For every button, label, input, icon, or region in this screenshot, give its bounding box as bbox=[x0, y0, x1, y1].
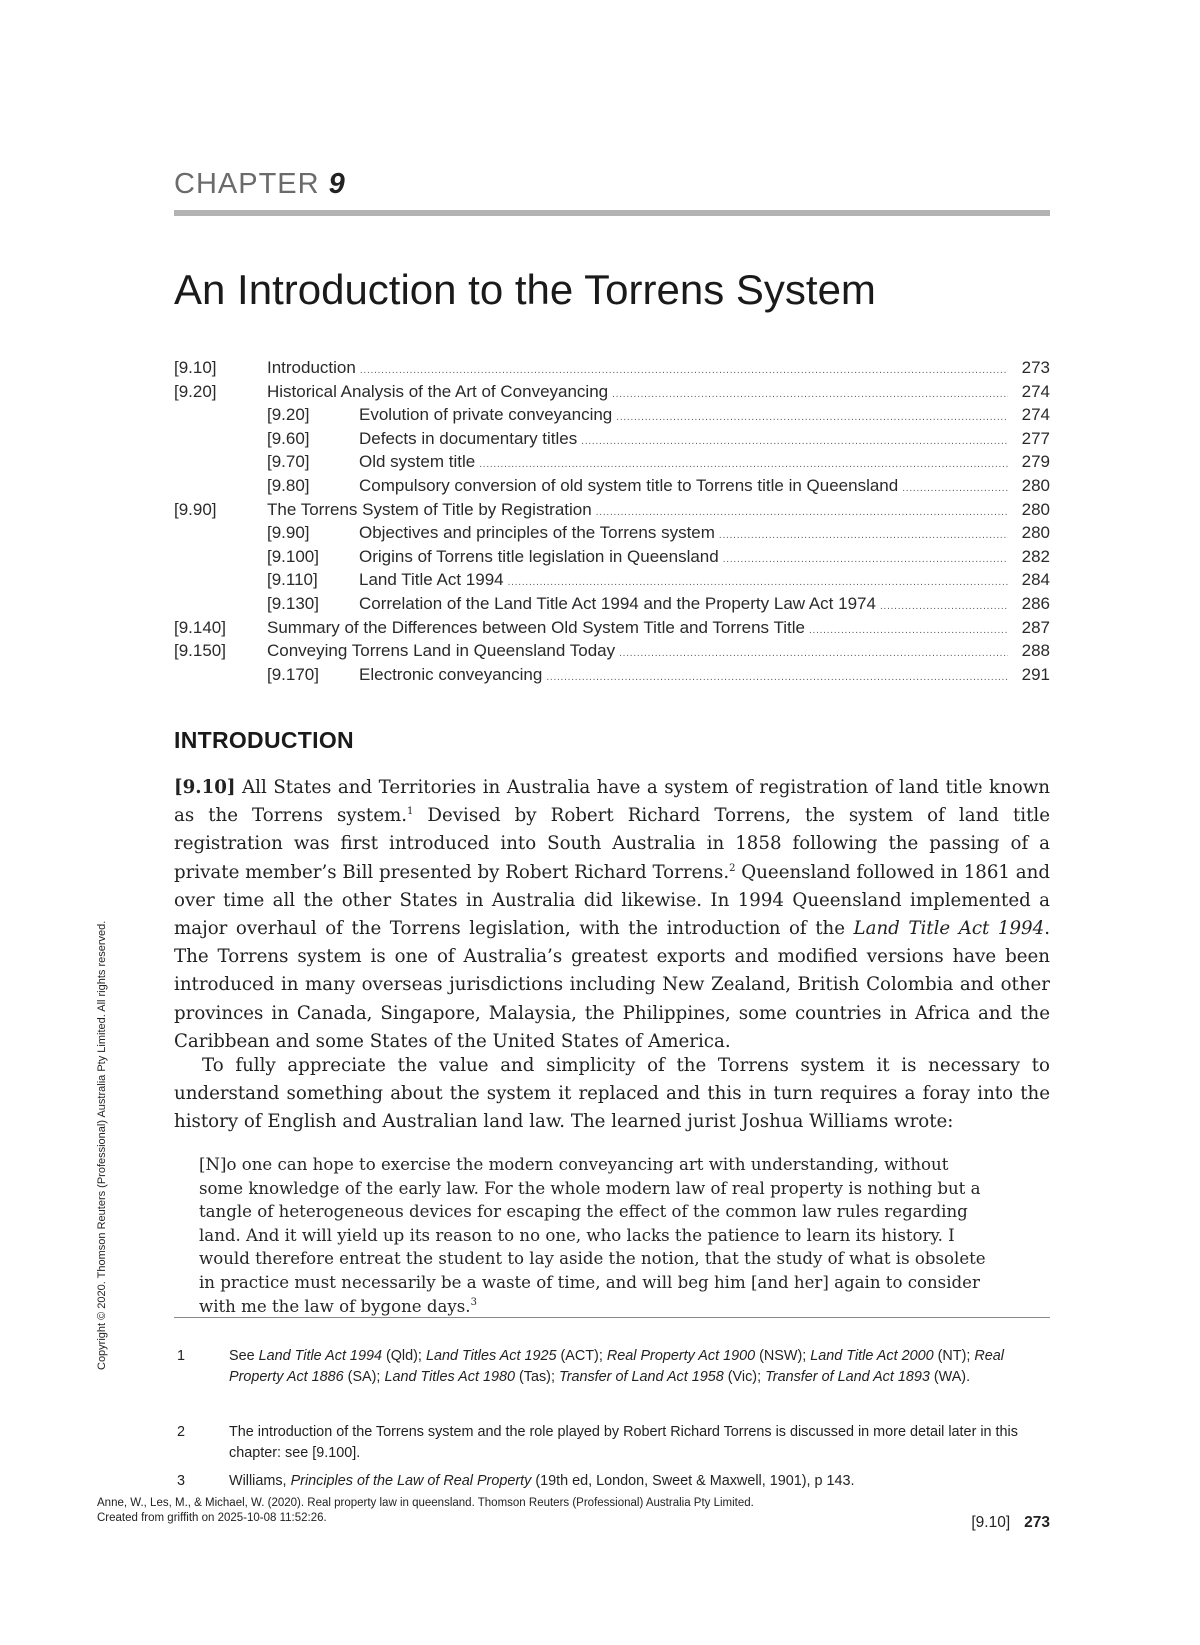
toc-page: 288 bbox=[1021, 641, 1050, 661]
toc-ref: [9.10] bbox=[174, 358, 217, 377]
page-folio bbox=[971, 1514, 1050, 1532]
toc-title: Historical Analysis of the Art of Conveyancing bbox=[267, 381, 609, 401]
toc-entry[interactable] bbox=[174, 427, 1050, 451]
toc-entry[interactable] bbox=[174, 498, 1050, 522]
act-name: Land Titles Act 1925 bbox=[425, 1348, 557, 1364]
book-title: Principles of the Law of Real Property bbox=[290, 1473, 532, 1489]
toc-leader-dots bbox=[612, 380, 1008, 407]
toc-page: 282 bbox=[1021, 546, 1050, 566]
toc-line bbox=[267, 380, 1050, 407]
footnote-rule bbox=[174, 1317, 1050, 1318]
toc-entry[interactable] bbox=[174, 592, 1050, 616]
toc-line bbox=[267, 663, 1050, 690]
toc-page: 287 bbox=[1021, 617, 1050, 637]
toc-leader-dots bbox=[902, 474, 1008, 501]
toc-line bbox=[267, 545, 1050, 572]
toc-title: Correlation of the Land Title Act 1994 and the Property Law Act 1974 bbox=[359, 593, 876, 613]
act-name: Real Property Act 1886 bbox=[229, 1348, 1004, 1385]
text-run: (Vic); bbox=[723, 1368, 766, 1385]
toc-line bbox=[267, 498, 1050, 525]
toc-page: 279 bbox=[1021, 452, 1050, 472]
text-run: Devised by Robert Richard Torrens, the system of land title registration was first introduced into South Australia in 1858 following the passing of a private member’s Bill presented by Robert Richard Torrens. bbox=[174, 805, 1050, 883]
toc-entry[interactable] bbox=[174, 380, 1050, 404]
toc-ref: [9.130] bbox=[267, 593, 319, 613]
footnote-number: 2 bbox=[177, 1424, 186, 1440]
toc-line bbox=[267, 427, 1050, 454]
toc-entry[interactable] bbox=[174, 568, 1050, 592]
act-name: Land Title Act 2000 bbox=[810, 1348, 934, 1364]
page-number: 273 bbox=[1024, 1514, 1050, 1531]
footnote-2 bbox=[174, 1422, 1050, 1463]
toc-line bbox=[267, 568, 1050, 595]
side-copyright: Copyright © 2020. Thomson Reuters (Professional) Australia Pty Limited. All rights reserved. bbox=[96, 920, 108, 1370]
toc-title: Introduction bbox=[267, 358, 356, 377]
citation-block bbox=[97, 1496, 754, 1526]
quote-text: [N]o one can hope to exercise the modern conveyancing art with understanding, without some knowledge of the early law. For the whole modern law of real property is nothing but a tangle of heterogeneous devices for escaping the effect of the common law rules regarding land. And it will yield up its reason to no one, who lacks the patience to learn its history. I would therefore entreat the student to lay aside the notion, that the study of what is obsolete in practice must necessarily be a waste of time, and will beg him [and her] again to consider with me the law of bygone days. bbox=[199, 1155, 986, 1316]
toc-title: Electronic conveyancing bbox=[359, 664, 543, 684]
text-run: (NSW); bbox=[755, 1348, 811, 1364]
toc-entry[interactable] bbox=[174, 450, 1050, 474]
toc-line bbox=[267, 592, 1050, 619]
text-run: Queensland followed in 1861 and over time all the other States in Australia did likewise. In 1994 Queensland implemented a major overhaul of the Torrens legislation, with the introduction of the bbox=[174, 861, 1051, 940]
toc-page: 274 bbox=[1021, 381, 1050, 401]
paragraph-history: To fully appreciate the value and simplicity of the Torrens system it is necessary to understand something about the system it replaced and this in turn requires a foray into the history of English and Australian land law. The learned jurist Joshua Williams wrote: bbox=[174, 1055, 1050, 1133]
chapter-number: 9 bbox=[328, 168, 346, 200]
toc-line bbox=[267, 474, 1050, 501]
toc-title: Defects in documentary titles bbox=[359, 428, 578, 448]
toc-leader-dots bbox=[581, 427, 1008, 454]
toc-page: 280 bbox=[1021, 499, 1050, 519]
toc-line bbox=[267, 616, 1050, 643]
act-name: Land Title Act 1994 bbox=[258, 1348, 382, 1364]
chapter-title: An Introduction to the Torrens System bbox=[174, 266, 876, 313]
chapter-rule bbox=[174, 210, 1050, 216]
toc-entry[interactable] bbox=[174, 616, 1050, 640]
toc-page: 284 bbox=[1021, 570, 1050, 590]
footnote-marker[interactable]: 2 bbox=[729, 862, 736, 874]
block-quote bbox=[199, 1153, 995, 1318]
act-name: Transfer of Land Act 1893 bbox=[765, 1368, 930, 1385]
toc-ref: [9.170] bbox=[267, 664, 319, 684]
toc-page: 280 bbox=[1021, 475, 1050, 495]
text-run: (Qld); bbox=[381, 1348, 426, 1364]
toc-title: Summary of the Differences between Old System Title and Torrens Title bbox=[267, 617, 805, 637]
toc-title: Old system title bbox=[359, 452, 476, 472]
text-run: (SA); bbox=[343, 1368, 385, 1385]
toc-page: 273 bbox=[1021, 358, 1050, 377]
toc-page: 291 bbox=[1021, 664, 1050, 684]
act-name: Land Titles Act 1980 bbox=[384, 1368, 515, 1385]
citation-line: Anne, W., Les, M., & Michael, W. (2020). Real property law in queensland. Thomson Reuters (Professional) Australia Pty Limited. bbox=[97, 1497, 754, 1509]
toc-ref: [9.140] bbox=[174, 617, 226, 637]
footnote-text bbox=[229, 1346, 1050, 1387]
toc-title: Compulsory conversion of old system title to Torrens title in Queensland bbox=[359, 475, 899, 495]
toc-line bbox=[267, 356, 1050, 383]
act-name: Transfer of Land Act 1958 bbox=[558, 1368, 724, 1385]
toc-entry[interactable] bbox=[174, 639, 1050, 663]
toc-page: 274 bbox=[1021, 405, 1050, 425]
toc-ref: [9.90] bbox=[267, 523, 310, 543]
toc-title: Conveying Torrens Land in Queensland Today bbox=[267, 641, 616, 661]
created-line: Created from griffith on 2025-10-08 11:52:26. bbox=[97, 1512, 327, 1524]
text-run: (WA). bbox=[929, 1368, 971, 1385]
toc-ref: [9.100] bbox=[267, 546, 319, 566]
toc-leader-dots bbox=[360, 356, 1008, 383]
toc-entry[interactable] bbox=[174, 474, 1050, 498]
text-run: (ACT); bbox=[556, 1348, 607, 1364]
folio-ref: [9.10] bbox=[971, 1514, 1011, 1531]
toc-line bbox=[267, 403, 1050, 430]
toc-leader-dots bbox=[719, 521, 1008, 548]
toc-title: Objectives and principles of the Torrens system bbox=[359, 523, 715, 543]
toc-leader-dots bbox=[616, 403, 1008, 430]
toc-page: 280 bbox=[1021, 523, 1050, 543]
table-of-contents bbox=[174, 356, 1050, 686]
act-name: Real Property Act 1900 bbox=[606, 1348, 756, 1364]
footnote-3 bbox=[174, 1471, 1050, 1492]
toc-leader-dots bbox=[723, 545, 1008, 572]
footnote-1 bbox=[174, 1346, 1050, 1387]
toc-leader-dots bbox=[619, 639, 1008, 666]
toc-entry[interactable] bbox=[174, 521, 1050, 545]
toc-ref: [9.70] bbox=[267, 452, 310, 472]
toc-ref: [9.60] bbox=[267, 428, 310, 448]
footnote-number: 1 bbox=[177, 1348, 186, 1364]
text-run: All States and Territories in Australia have a system of registration of land title known as the Torrens system. bbox=[174, 777, 1050, 827]
toc-leader-dots bbox=[880, 592, 1008, 619]
toc-entry[interactable] bbox=[174, 403, 1050, 427]
toc-ref: [9.90] bbox=[174, 499, 217, 519]
toc-ref: [9.150] bbox=[174, 641, 226, 661]
toc-title: Evolution of private conveyancing bbox=[359, 405, 613, 425]
section-heading: INTRODUCTION bbox=[174, 727, 354, 753]
chapter-word: CHAPTER bbox=[174, 168, 320, 200]
toc-page: 286 bbox=[1021, 593, 1050, 613]
toc-page: 277 bbox=[1021, 428, 1050, 448]
toc-ref: [9.20] bbox=[174, 381, 217, 401]
text-run: (Tas); bbox=[514, 1368, 559, 1385]
footnote-marker[interactable]: 1 bbox=[407, 806, 414, 818]
toc-line bbox=[267, 521, 1050, 548]
toc-entry[interactable] bbox=[174, 663, 1050, 687]
footnote-text bbox=[229, 1471, 1050, 1492]
toc-ref: [9.80] bbox=[267, 475, 310, 495]
text-run: See bbox=[229, 1348, 259, 1364]
toc-leader-dots bbox=[596, 498, 1008, 525]
text-run: Williams, bbox=[229, 1473, 291, 1489]
toc-leader-dots bbox=[479, 450, 1008, 477]
toc-entry[interactable] bbox=[174, 356, 1050, 380]
toc-title: Origins of Torrens title legislation in Queensland bbox=[359, 546, 719, 566]
chapter-label bbox=[174, 168, 346, 201]
act-name: Land Title Act 1994 bbox=[853, 918, 1045, 940]
toc-line bbox=[267, 450, 1050, 477]
footnote-marker[interactable]: 3 bbox=[470, 1296, 477, 1308]
paragraph-ref: [9.10] bbox=[174, 777, 236, 798]
paragraph-intro bbox=[174, 774, 1050, 1056]
text-run: (NT); bbox=[933, 1348, 975, 1364]
toc-leader-dots bbox=[508, 568, 1008, 595]
footnote-text: The introduction of the Torrens system and the role played by Robert Richard Torrens is discussed in more detail later in this chapter: see [9.100]. bbox=[229, 1424, 1018, 1461]
footnote-number: 3 bbox=[177, 1473, 186, 1489]
toc-leader-dots bbox=[809, 616, 1008, 643]
toc-line bbox=[267, 639, 1050, 666]
toc-title: The Torrens System of Title by Registration bbox=[267, 499, 592, 519]
toc-entry[interactable] bbox=[174, 545, 1050, 569]
toc-ref: [9.20] bbox=[267, 405, 310, 425]
toc-ref: [9.110] bbox=[267, 570, 318, 590]
text-run: . The Torrens system is one of Australia’s greatest exports and modified versions have been introduced in many overseas jurisdictions including New Zealand, British Colombia and other provinces in Canada, Singapore, Malaysia, the Philippines, some countries in Africa and the Caribbean and some States of the United States of America. bbox=[174, 918, 1050, 1052]
toc-title: Land Title Act 1994 bbox=[359, 570, 504, 590]
toc-leader-dots bbox=[546, 663, 1008, 690]
text-run: (19th ed, London, Sweet & Maxwell, 1901), p 143. bbox=[531, 1473, 855, 1489]
